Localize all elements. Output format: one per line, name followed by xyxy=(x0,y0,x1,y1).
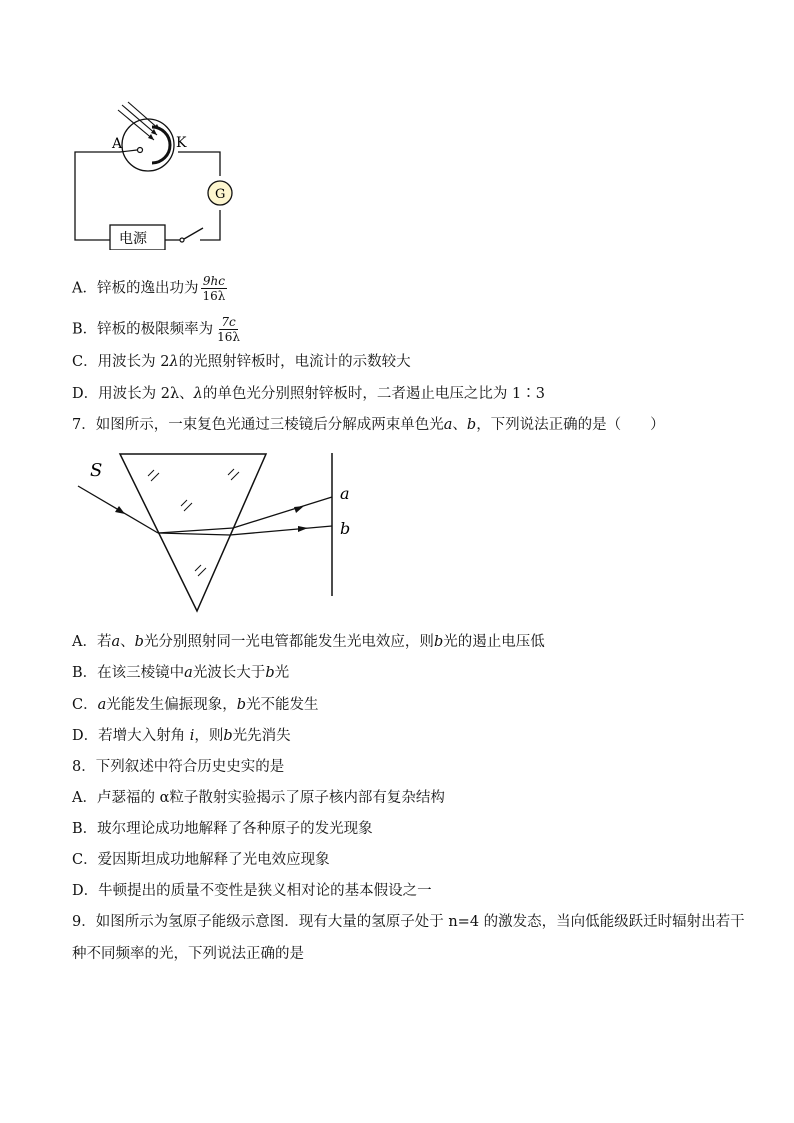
q8-option-a: A．卢瑟福的 α粒子散射实验揭示了原子核内部有复杂结构 xyxy=(72,790,445,806)
cathode-label: K xyxy=(176,135,187,151)
q6-option-a: A．锌板的逸出功为 $\frac{9hc}{16\lambda}$ xyxy=(72,274,226,303)
prism-figure xyxy=(70,448,370,618)
source-label-s: S xyxy=(90,460,103,481)
ray-label-b: b xyxy=(340,519,351,538)
anode-label: A xyxy=(112,136,123,152)
q8-stem: 8．下列叙述中符合历史史实的是 xyxy=(72,759,285,775)
q8-option-b: B．玻尔理论成功地解释了各种原子的发光现象 xyxy=(72,821,373,837)
prism-triangle xyxy=(120,454,266,611)
photoelectric-circuit-figure xyxy=(60,100,260,250)
q7-option-a: A．若a、b光分别照射同一光电管都能发生光电效应，则b光的遏止电压低 xyxy=(72,634,545,650)
q7-option-b: B．在该三棱镜中a光波长大于b光 xyxy=(72,665,290,681)
q9-stem-line1: 9．如图所示为氢原子能级示意图．现有大量的氢原子处于 n=4 的激发态，当向低能级跃迁时辐射出若干 xyxy=(72,914,745,930)
galvanometer-label: G xyxy=(215,187,226,202)
q8-option-c: C．爱因斯坦成功地解释了光电效应现象 xyxy=(72,852,330,868)
q6-option-b: B．锌板的极限频率为 $\frac{7c}{16\lambda}$ xyxy=(72,315,241,344)
q7-option-c: C．a光能发生偏振现象，b光不能发生 xyxy=(72,697,319,713)
switch-icon xyxy=(180,238,184,242)
q7-stem: 7．如图所示，一束复色光通过三棱镜后分解成两束单色光a、b，下列说法正确的是（ ） xyxy=(72,417,665,433)
q6-option-d: D．用波长为 2λ、λ的单色光分别照射锌板时，二者遏止电压之比为 1∶3 xyxy=(72,386,545,402)
q6-option-c: C．用波长为 2λ的光照射锌板时，电流计的示数较大 xyxy=(72,354,411,370)
q9-stem-line2: 种不同频率的光，下列说法正确的是 xyxy=(72,946,304,962)
q7-option-d: D．若增大入射角 i，则b光先消失 xyxy=(72,728,291,744)
power-source-label: 电源 xyxy=(119,231,147,247)
q8-option-d: D．牛顿提出的质量不变性是狭义相对论的基本假设之一 xyxy=(72,883,432,899)
ray-label-a: a xyxy=(340,484,350,503)
